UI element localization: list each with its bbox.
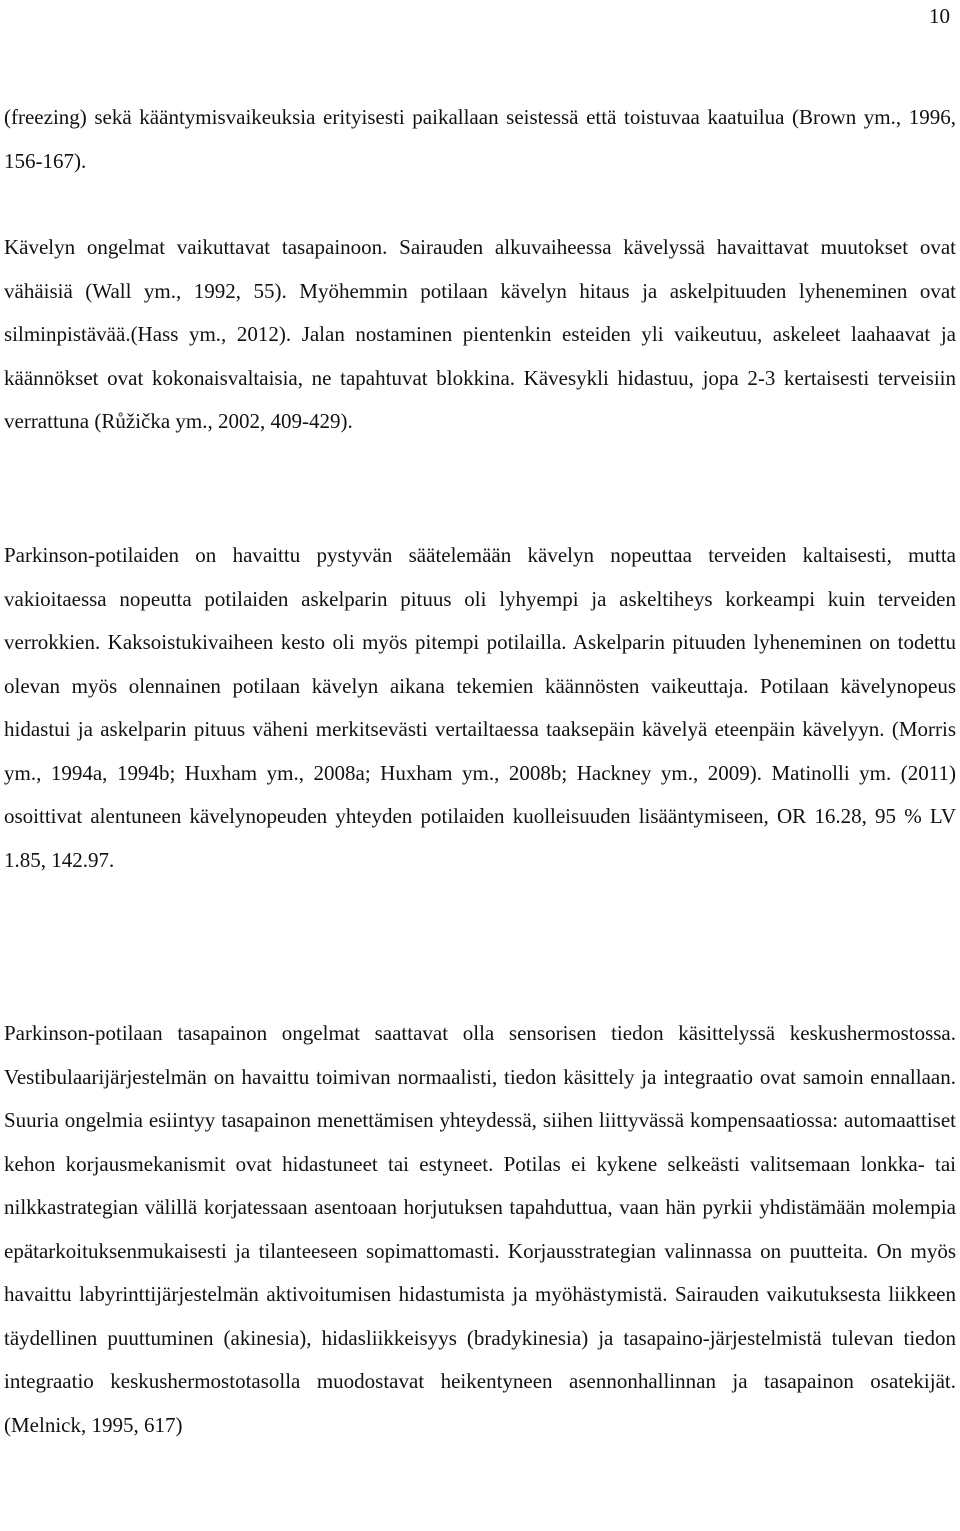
paragraph-gait-speed: Parkinson-potilaiden on havaittu pystyvän säätelemään kävelyn nopeuttaa terveiden kaltaisesti, mutta vakioitaessa nopeutta potilaiden askelparin pituus oli lyhyempi ja askeltiheys korkeampi kuin terveiden verrokkien. Kaksoistukivaiheen kesto oli myös pitempi potilailla. Askelparin pituuden lyheneminen on todettu olevan myös olennainen potilaan kävelyn aikana tekemien käännösten vaikeuttaja. Potilaan kävelynopeus hidastui ja askelparin pituus väheni merkitsevästi vertailtaessa taaksepäin kävelyä eteenpäin kävelyyn. (Morris ym., 1994a, 1994b; Huxham ym., 2008a; Huxham ym., 2008b; Hackney ym., 2009). Matinolli ym. (2011) osoittivat alentuneen kävelynopeuden yhteyden potilaiden kuolleisuuden lisääntymiseen, OR 16.28, 95 % LV 1.85, 142.97.	[4, 543, 956, 872]
paragraph-balance-sensory: Parkinson-potilaan tasapainon ongelmat saattavat olla sensorisen tiedon käsittelyssä keskushermostossa. Vestibulaarijärjestelmän on havaittu toimivan normaalisti, tiedon käsittely ja integraatio ovat samoin ennallaan. Suuria ongelmia esiintyy tasapainon menettämisen yhteydessä, siihen liittyvässä kompensaatiossa: automaattiset kehon korjausmekanismit ovat hidastuneet tai estyneet. Potilas ei kykene selkeästi valitsemaan lonkka- tai nilkkastrategian välillä korjatessaan asentoaan horjutuksen tapahduttua, vaan hän pyrkii yhdistämään molempia epätarkoituksenmukaisesti ja tilanteeseen sopimattomasti. Korjausstrategian valinnassa on puutteita. On myös havaittu labyrinttijärjestelmän aktivoitumisen hidastumista ja myöhästymistä. Sairauden vaikutuksesta liikkeen täydellinen puuttuminen (akinesia), hidasliikkeisyys (bradykinesia) ja tasapaino-järjestelmistä tulevan tiedon integraatio keskushermostotasolla muodostavat heikentyneen asennonhallinnan ja tasapainon osatekijät.(Melnick, 1995, 617)	[4, 1021, 956, 1437]
page-number: 10	[929, 4, 950, 28]
paragraph-walking-balance: Kävelyn ongelmat vaikuttavat tasapainoon. Sairauden alkuvaiheessa kävelyssä havaittavat muutokset ovat vähäisiä (Wall ym., 1992, 55). Myöhemmin potilaan kävelyn hitaus ja askelpituuden lyheneminen ovat silminpistävää.(Hass ym., 2012). Jalan nostaminen pientenkin esteiden yli vaikeutuu, askeleet laahaavat ja käännökset ovat kokonaisvaltaisia, ne tapahtuvat blokkina. Kävesykli hidastuu, jopa 2-3 kertaisesti terveisiin verrattuna (Růžička ym., 2002, 409-429).	[4, 235, 956, 433]
paragraph-freezing-turning: (freezing) sekä kääntymisvaikeuksia erityisesti paikallaan seistessä että toistuvaa kaatuilua (Brown ym., 1996, 156-167).	[4, 105, 956, 173]
